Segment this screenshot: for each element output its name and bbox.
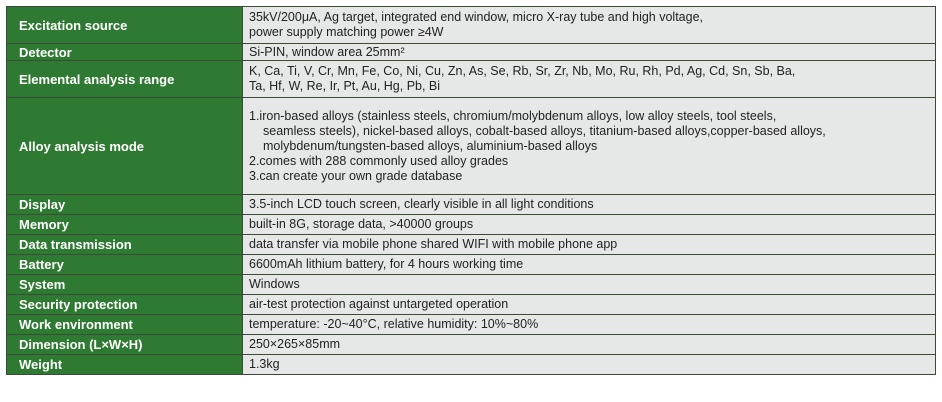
spec-row-memory <box>7 215 936 235</box>
spec-row-excitation <box>7 7 936 44</box>
spec-value-line: molybdenum/tungsten-based alloys, aluminium-based alloys <box>263 138 598 153</box>
spec-row-security <box>7 295 936 315</box>
spec-table <box>6 6 936 375</box>
spec-row-display <box>7 195 936 215</box>
spec-value-line: seamless steels), nickel-based alloys, cobalt-based alloys, titanium-based alloys,copper-based alloys, <box>263 123 826 138</box>
spec-row-dimension <box>7 335 936 355</box>
spec-label-data-transmission: Data transmission <box>7 235 243 255</box>
spec-row-data-transmission <box>7 235 936 255</box>
spec-label-environment: Work environment <box>7 315 243 335</box>
spec-row-weight <box>7 355 936 375</box>
spec-value-environment: temperature: -20~40°C, relative humidity: 10%~80% <box>243 315 936 335</box>
spec-row-environment <box>7 315 936 335</box>
spec-label-battery: Battery <box>7 255 243 275</box>
spec-value-elemental-range <box>243 61 936 98</box>
spec-value-line: power supply matching power ≥4W <box>249 25 444 39</box>
spec-value-alloy-mode <box>243 98 936 195</box>
spec-label-weight: Weight <box>7 355 243 375</box>
spec-value-data-transmission: data transfer via mobile phone shared WIFI with mobile phone app <box>243 235 936 255</box>
spec-label-security: Security protection <box>7 295 243 315</box>
spec-value-excitation <box>243 7 936 44</box>
spec-label-excitation: Excitation source <box>7 7 243 44</box>
spec-label-dimension: Dimension (L×W×H) <box>7 335 243 355</box>
spec-label-display: Display <box>7 195 243 215</box>
spec-value-memory: built-in 8G, storage data, >40000 groups <box>243 215 936 235</box>
spec-row-system <box>7 275 936 295</box>
spec-value-line: K, Ca, Ti, V, Cr, Mn, Fe, Co, Ni, Cu, Zn, As, Se, Rb, Sr, Zr, Nb, Mo, Ru, Rh, Pd, Ag, Cd, Sn, Sb, Ba, <box>249 64 796 78</box>
spec-value-battery: 6600mAh lithium battery, for 4 hours working time <box>243 255 936 275</box>
spec-row-detector <box>7 44 936 61</box>
spec-value-system: Windows <box>243 275 936 295</box>
spec-value-line: 2.comes with 288 commonly used alloy grades <box>249 153 509 168</box>
spec-label-elemental-range: Elemental analysis range <box>7 61 243 98</box>
spec-label-system: System <box>7 275 243 295</box>
spec-value-weight: 1.3kg <box>243 355 936 375</box>
spec-value-security: air-test protection against untargeted operation <box>243 295 936 315</box>
spec-value-detector: Si-PIN, window area 25mm² <box>243 44 936 61</box>
spec-label-alloy-mode: Alloy analysis mode <box>7 98 243 195</box>
spec-value-display: 3.5-inch LCD touch screen, clearly visible in all light conditions <box>243 195 936 215</box>
spec-label-memory: Memory <box>7 215 243 235</box>
spec-row-battery <box>7 255 936 275</box>
spec-label-detector: Detector <box>7 44 243 61</box>
spec-value-dimension: 250×265×85mm <box>243 335 936 355</box>
spec-value-line: 35kV/200μA, Ag target, integrated end window, micro X-ray tube and high voltage, <box>249 10 704 24</box>
spec-value-line: Ta, Hf, W, Re, Ir, Pt, Au, Hg, Pb, Bi <box>249 79 441 93</box>
spec-row-alloy-mode <box>7 98 936 195</box>
spec-row-elemental-range <box>7 61 936 98</box>
spec-value-line: 1.iron-based alloys (stainless steels, chromium/molybdenum alloys, low alloy steels, tool steels, <box>249 108 777 123</box>
spec-value-line: 3.can create your own grade database <box>249 168 463 183</box>
